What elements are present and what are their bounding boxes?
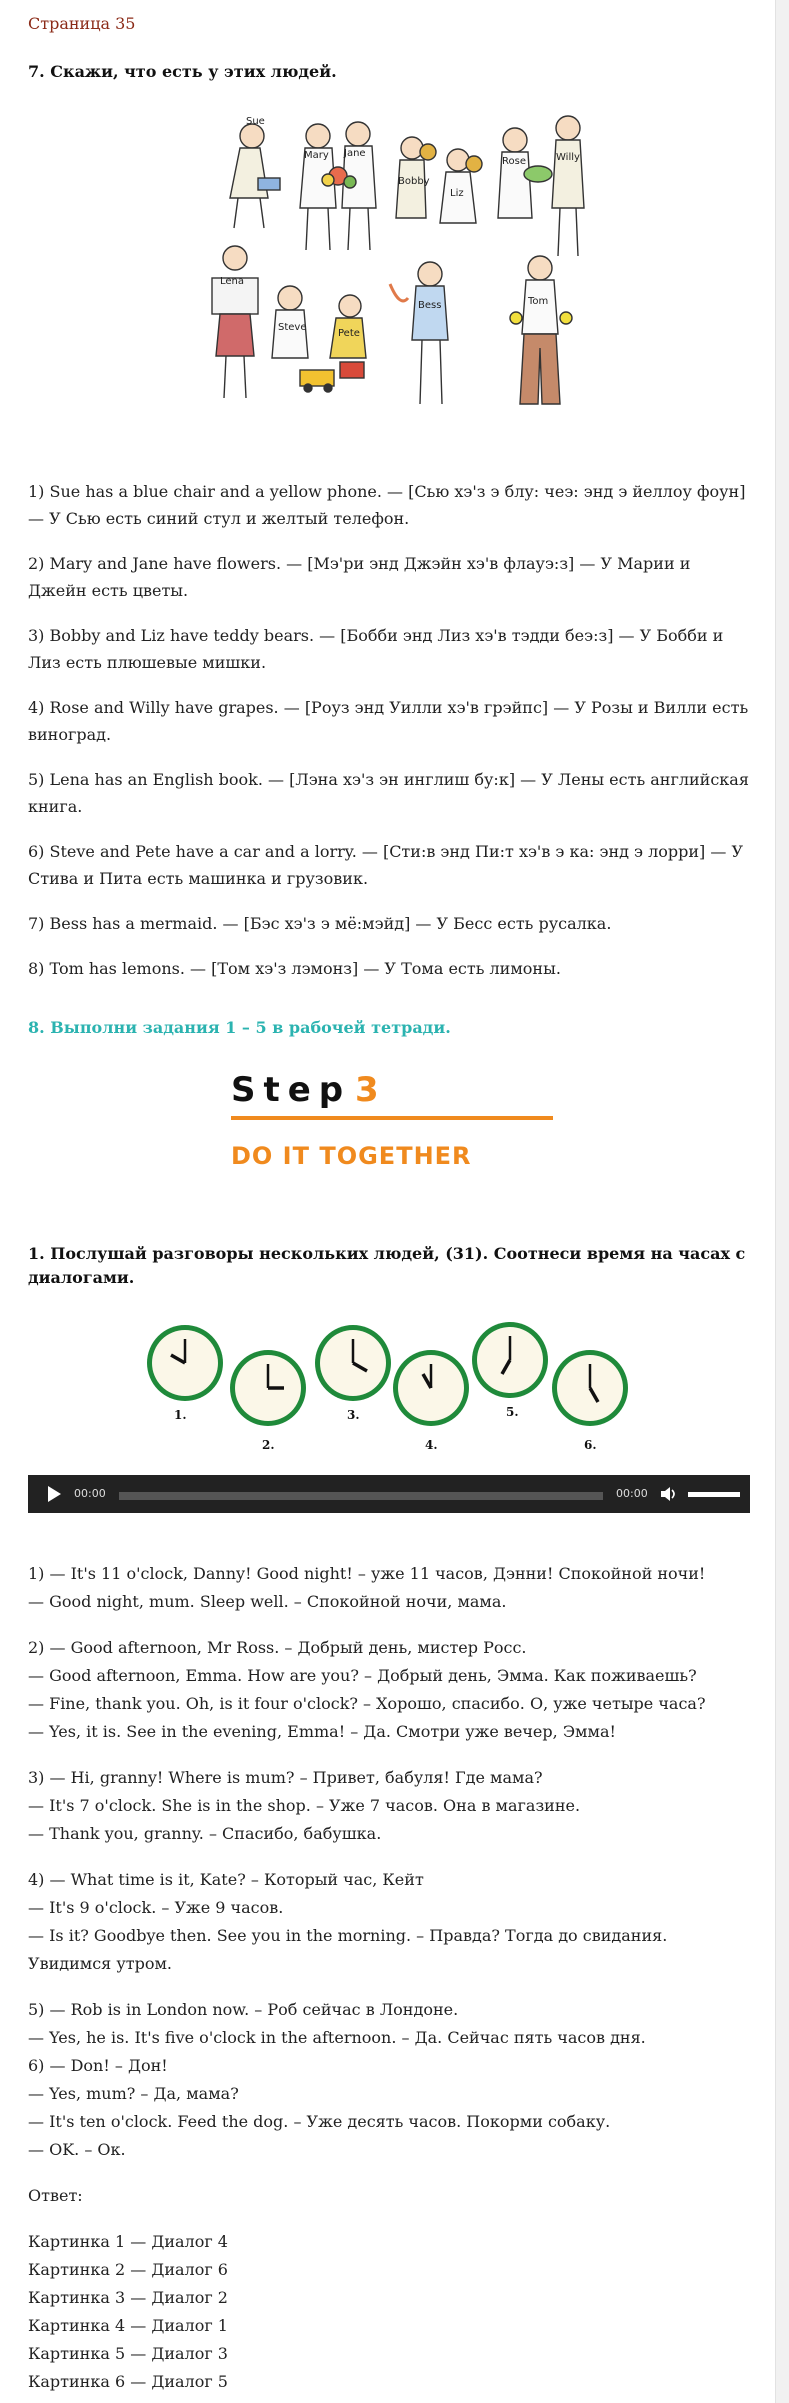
step-banner: [231, 1070, 561, 1170]
dialog-line: 6) — Don! – Дон!: [28, 2056, 168, 2075]
exercise-7-heading: 7. Скажи, что есть у этих людей.: [28, 62, 337, 81]
volume-icon[interactable]: [659, 1484, 679, 1504]
dialog-2: [28, 1634, 750, 1746]
clock-4: [393, 1350, 469, 1426]
dialog-line: — OK. – Ок.: [28, 2140, 126, 2159]
task-1-heading: 1. Послушай разговоры нескольких людей, (31). Соотнеси время на часах с диалогами.: [28, 1244, 746, 1287]
answer-item: 8) Tom has lemons. — [Том хэ'з лэмонз] — У Тома есть лимоны.: [28, 959, 561, 978]
dialog-line: 2) — Good afternoon, Mr Ross. – Добрый день, мистер Росс.: [28, 1638, 527, 1657]
clock-label-6: 6.: [584, 1438, 597, 1452]
clock-label-4: 4.: [425, 1438, 438, 1452]
answer-item: 1) Sue has a blue chair and a yellow phone. — [Сью хэ'з э блу: чеэ: энд э йеллоу фоун] — У Сью есть синий стул и желтый телефон.: [28, 482, 746, 528]
dialog-line: 1) — It's 11 o'clock, Danny! Good night! – уже 11 часов, Дэнни! Спокойной ночи!: [28, 1564, 706, 1583]
dialog-line: — Is it? Goodbye then. See you in the morning. – Правда? Тогда до свидания. Увидимся утром.: [28, 1926, 668, 1973]
clock-1: [147, 1325, 223, 1401]
dialog-1: [28, 1560, 750, 1616]
step-word: Step: [231, 1070, 352, 1110]
name-label-liz: Liz: [450, 188, 464, 199]
dialog-3: [28, 1764, 750, 1848]
step-divider: [231, 1116, 553, 1120]
duration: 00:00: [616, 1487, 648, 1500]
name-label-bobby: Bobby: [398, 176, 430, 187]
clock-label-1: 1.: [174, 1408, 187, 1422]
name-label-steve: Steve: [278, 322, 307, 333]
scrollbar[interactable]: [775, 0, 789, 2403]
name-label-tom: Tom: [528, 296, 549, 307]
dialog-line: — Good afternoon, Emma. How are you? – Добрый день, Эмма. Как поживаешь?: [28, 1666, 697, 1685]
dialog-line: 5) — Rob is in London now. – Роб сейчас в Лондоне.: [28, 2000, 459, 2019]
page-number: Страница 35: [28, 14, 136, 33]
dialog-line: — Yes, mum? – Да, мама?: [28, 2084, 239, 2103]
dialog-line: — Fine, thank you. Oh, is it four o'clock? – Хорошо, спасибо. О, уже четыре часа?: [28, 1694, 706, 1713]
clocks-illustration: [140, 1318, 640, 1458]
name-label-lena: Lena: [220, 276, 245, 287]
dialog-line: — Good night, mum. Sleep well. – Спокойной ночи, мама.: [28, 1592, 507, 1611]
dialog-line: — Yes, it is. See in the evening, Emma! – Да. Смотри уже вечер, Эмма!: [28, 1722, 616, 1741]
answer-line: Картинка 1 — Диалог 4: [28, 2232, 228, 2251]
name-label-bess: Bess: [418, 300, 442, 311]
clock-6: [552, 1350, 628, 1426]
answer-item: 6) Steve and Pete have a car and a lorry. — [Сти:в энд Пи:т хэ'в э ка: энд э лорри] — У Стива и Пита есть машинка и грузовик.: [28, 842, 744, 888]
clock-3: [315, 1325, 391, 1401]
name-label-rose: Rose: [502, 156, 526, 167]
dialog-line: — It's 7 o'clock. She is in the shop. – Уже 7 часов. Она в магазине.: [28, 1796, 581, 1815]
answer-item: 3) Bobby and Liz have teddy bears. — [Бобби энд Лиз хэ'в тэдди беэ:з] — У Бобби и Лиз есть плюшевые мишки.: [28, 626, 724, 672]
clock-label-5: 5.: [506, 1405, 519, 1419]
answer-item: 7) Bess has a mermaid. — [Бэс хэ'з э мё:мэйд] — У Бесс есть русалка.: [28, 914, 612, 933]
progress-track[interactable]: [119, 1492, 603, 1500]
name-label-mary: Mary: [304, 150, 329, 161]
dialog-line: — It's 9 o'clock. – Уже 9 часов.: [28, 1898, 284, 1917]
dialog-line: — Yes, he is. It's five o'clock in the afternoon. – Да. Сейчас пять часов дня.: [28, 2028, 646, 2047]
answer-line: Картинка 4 — Диалог 1: [28, 2316, 228, 2335]
name-label-sue: Sue: [246, 116, 265, 127]
dialog-4: [28, 1866, 750, 1978]
answer-list: [28, 2228, 750, 2396]
answer-line: Картинка 3 — Диалог 2: [28, 2288, 228, 2307]
answer-item: 2) Mary and Jane have flowers. — [Мэ'ри энд Джэйн хэ'в флауэ:з] — У Марии и Джейн есть цветы.: [28, 554, 691, 600]
answer-line: Картинка 2 — Диалог 6: [28, 2260, 228, 2279]
children-illustration: [190, 108, 590, 413]
name-label-jane: Jane: [344, 148, 366, 159]
play-icon[interactable]: [48, 1486, 61, 1502]
dialog-line: — Thank you, granny. – Спасибо, бабушка.: [28, 1824, 382, 1843]
answer-label: Ответ:: [28, 2186, 83, 2205]
exercise-7-answers: [28, 478, 750, 982]
dialog-line: — It's ten o'clock. Feed the dog. – Уже десять часов. Покорми собаку.: [28, 2112, 611, 2131]
answer-item: 4) Rose and Willy have grapes. — [Роуз энд Уилли хэ'в грэйпс] — У Розы и Вилли есть виноград.: [28, 698, 749, 744]
answer-item: 5) Lena has an English book. — [Лэна хэ'з эн инглиш бу:к] — У Лены есть английская книга.: [28, 770, 749, 816]
audio-player: [28, 1475, 750, 1513]
clock-5: [472, 1322, 548, 1398]
clock-2: [230, 1350, 306, 1426]
dialog-5-6: [28, 1996, 750, 2164]
exercise-8-heading: 8. Выполни задания 1 – 5 в рабочей тетради.: [28, 1018, 451, 1037]
clock-label-2: 2.: [262, 1438, 275, 1452]
volume-slider[interactable]: [688, 1492, 740, 1497]
dialog-line: 4) — What time is it, Kate? – Который час, Кейт: [28, 1870, 424, 1889]
step-number: 3: [355, 1070, 379, 1110]
dialog-line: 3) — Hi, granny! Where is mum? – Привет, бабуля! Где мама?: [28, 1768, 543, 1787]
clock-label-3: 3.: [347, 1408, 360, 1422]
step-subtitle: DO IT TOGETHER: [231, 1142, 472, 1170]
answer-line: Картинка 5 — Диалог 3: [28, 2344, 228, 2363]
name-label-willy: Willy: [556, 152, 580, 163]
current-time: 00:00: [74, 1487, 106, 1500]
dialogs: [28, 1560, 750, 2396]
name-label-pete: Pete: [338, 328, 360, 339]
answer-line: Картинка 6 — Диалог 5: [28, 2372, 228, 2391]
